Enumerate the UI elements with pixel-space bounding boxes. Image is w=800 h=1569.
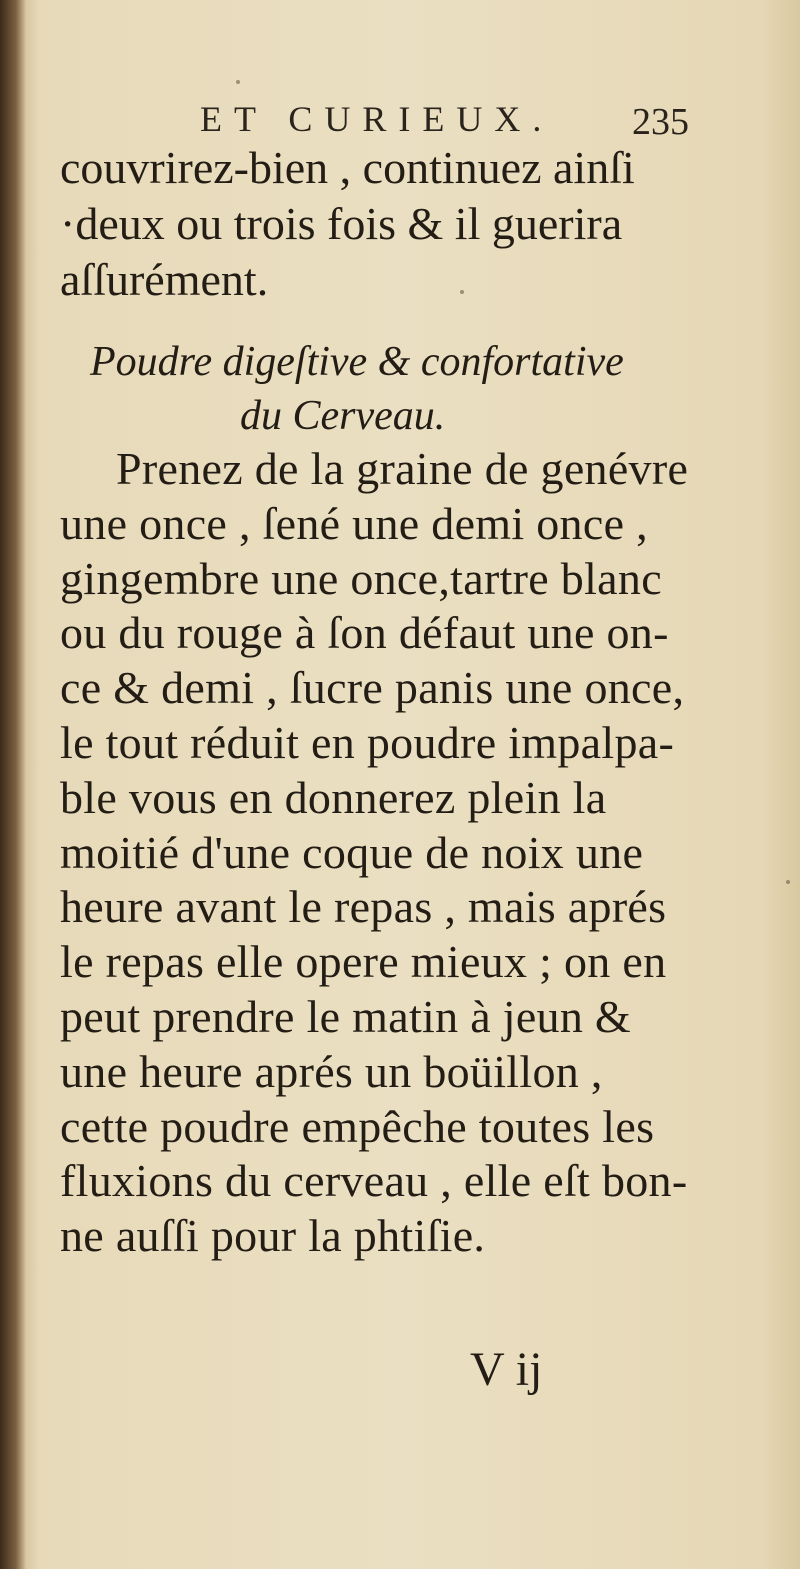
running-head: ET CURIEUX. — [200, 99, 554, 139]
text-line: aſſurément. — [60, 254, 269, 305]
text-line: le tout réduit en poudre impalpa- — [60, 716, 675, 768]
text-line: Prenez de la graine de genévre — [116, 443, 689, 494]
title-line: Poudre digeſtive & confortative — [90, 339, 624, 385]
text-line: moitié d'une coque de noix une — [60, 826, 644, 878]
text-line: ce & demi , ſucre panis une once, — [60, 662, 685, 714]
book-spine-shadow — [0, 0, 26, 1569]
recipe-paragraph — [60, 442, 710, 1264]
paper-speck — [236, 80, 240, 84]
text-line: ble vous en donnerez plein la — [60, 771, 607, 823]
page-number: 235 — [632, 101, 689, 143]
text-line: gingembre une once,tartre blanc — [60, 552, 662, 604]
text-line: une heure aprés un boüillon , — [60, 1045, 603, 1097]
text-line: heure avant le repas , mais aprés — [60, 881, 667, 933]
text-line: ou du rouge à ſon défaut une on- — [60, 607, 669, 659]
recipe-title — [90, 335, 730, 443]
text-line: ne auſſi pour la phtiſie. — [60, 1210, 486, 1262]
text-line: fluxions du cerveau , elle eſt bon- — [60, 1155, 688, 1207]
text-line: ·deux ou trois fois & il guerira — [60, 198, 623, 249]
text-line: cette poudre empêche toutes les — [60, 1100, 655, 1152]
continuation-paragraph — [60, 140, 710, 308]
paper-speck — [786, 880, 790, 884]
text-line: couvrirez-bien , continuez ainſi — [60, 142, 635, 193]
text-line: le repas elle opere mieux ; on en — [60, 936, 667, 988]
text-line: une once , ſené une demi once , — [60, 497, 648, 549]
text-line: peut prendre le matin à jeun & — [60, 990, 632, 1042]
signature-mark: V ij — [470, 1343, 543, 1396]
title-line: du Cerveau. — [240, 393, 446, 439]
